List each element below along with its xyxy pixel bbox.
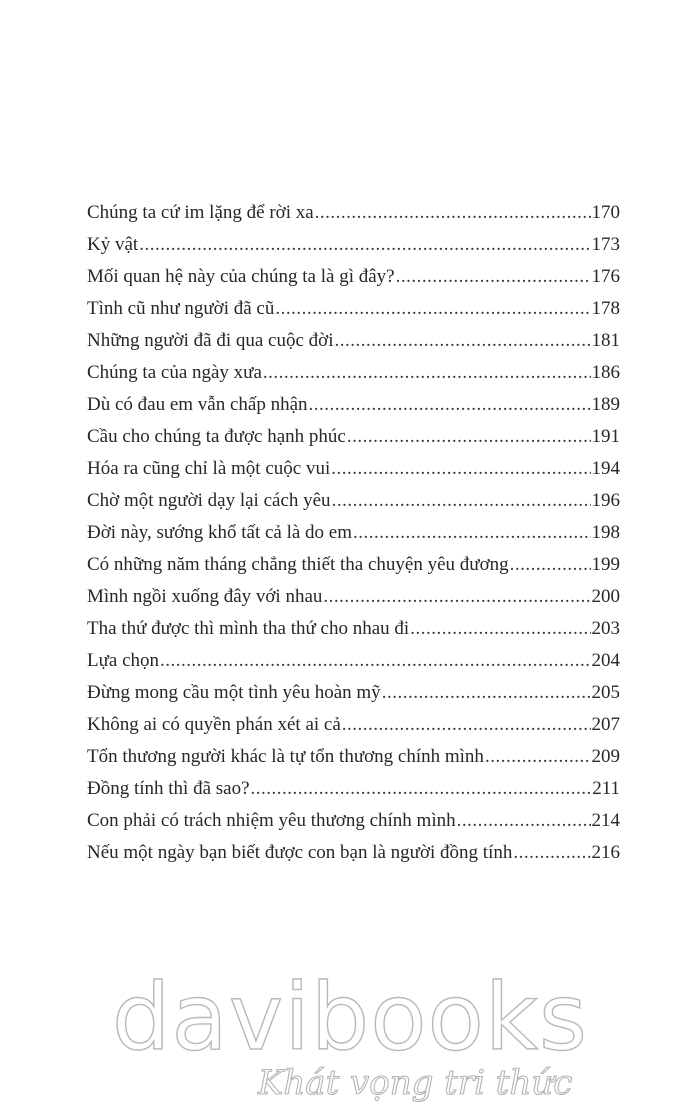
toc-entry xyxy=(87,453,620,485)
toc-entry xyxy=(87,197,620,229)
toc-entry-title: Mối quan hệ này của chúng ta là gì đây? xyxy=(87,266,395,287)
toc-entry-page: 191 xyxy=(591,426,620,447)
toc-entry-title: Mình ngồi xuống đây với nhau xyxy=(87,586,323,607)
toc-entry-page: 186 xyxy=(591,362,620,383)
toc-entry xyxy=(87,325,620,357)
toc-entry xyxy=(87,549,620,581)
watermark-logo xyxy=(0,964,700,1071)
toc-entry-title: Chúng ta cứ im lặng để rời xa xyxy=(87,202,314,223)
toc-entry-page: 189 xyxy=(591,394,620,415)
toc-entry-page: 194 xyxy=(591,458,620,479)
toc-entry-page: 181 xyxy=(591,330,620,351)
toc-dot-leader xyxy=(485,741,591,773)
toc-entry-title: Cầu cho chúng ta được hạnh phúc xyxy=(87,426,346,447)
toc-dot-leader xyxy=(410,613,590,645)
toc-entry xyxy=(87,837,620,869)
toc-entry-page: 173 xyxy=(591,234,620,255)
toc-entry-page: 205 xyxy=(591,682,620,703)
toc-entry-title: Chờ một người dạy lại cách yêu xyxy=(87,490,331,511)
toc-dot-leader xyxy=(139,229,590,261)
toc-entry xyxy=(87,293,620,325)
toc-entry xyxy=(87,645,620,677)
toc-dot-leader xyxy=(334,325,590,357)
toc-dot-leader xyxy=(160,645,590,677)
toc-entry-title: Nếu một ngày bạn biết được con bạn là người đồng tính xyxy=(87,842,513,863)
toc-entry xyxy=(87,741,620,773)
toc-entry-title: Đời này, sướng khổ tất cả là do em xyxy=(87,522,353,543)
toc-dot-leader xyxy=(309,389,591,421)
toc-entry-page: 211 xyxy=(592,778,620,799)
toc-entry xyxy=(87,709,620,741)
toc-dot-leader xyxy=(513,837,590,869)
toc-entry xyxy=(87,389,620,421)
table-of-contents xyxy=(87,197,620,869)
toc-entry xyxy=(87,485,620,517)
toc-entry-title: Chúng ta của ngày xưa xyxy=(87,362,262,383)
toc-entry-page: 216 xyxy=(591,842,620,863)
toc-entry xyxy=(87,261,620,293)
toc-entry-page: 203 xyxy=(591,618,620,639)
toc-entry xyxy=(87,805,620,837)
toc-entry-title: Tổn thương người khác là tự tổn thương chính mình xyxy=(87,746,484,767)
toc-dot-leader xyxy=(347,421,591,453)
toc-entry xyxy=(87,229,620,261)
toc-entry-page: 170 xyxy=(591,202,620,223)
toc-entry-title: Dù có đau em vẫn chấp nhận xyxy=(87,394,308,415)
toc-entry-page: 196 xyxy=(591,490,620,511)
toc-entry-title: Đừng mong cầu một tình yêu hoàn mỹ xyxy=(87,682,381,703)
toc-entry-page: 200 xyxy=(591,586,620,607)
toc-entry-title: Hóa ra cũng chỉ là một cuộc vui xyxy=(87,458,331,479)
toc-entry-page: 176 xyxy=(591,266,620,287)
toc-entry-title: Có những năm tháng chẳng thiết tha chuyện yêu đương xyxy=(87,554,509,575)
toc-entry-title: Không ai có quyền phán xét ai cả xyxy=(87,714,341,735)
toc-entry xyxy=(87,517,620,549)
toc-entry-title: Đồng tính thì đã sao? xyxy=(87,778,250,799)
toc-entry-page: 209 xyxy=(591,746,620,767)
toc-dot-leader xyxy=(342,709,591,741)
toc-entry-title: Những người đã đi qua cuộc đời xyxy=(87,330,334,351)
toc-entry xyxy=(87,581,620,613)
toc-entry-title: Con phải có trách nhiệm yêu thương chính mình xyxy=(87,810,456,831)
toc-dot-leader xyxy=(275,293,590,325)
toc-entry-page: 198 xyxy=(591,522,620,543)
toc-dot-leader xyxy=(396,261,591,293)
toc-entry xyxy=(87,421,620,453)
toc-dot-leader xyxy=(331,453,590,485)
toc-entry-title: Lựa chọn xyxy=(87,650,160,671)
toc-entry xyxy=(87,773,620,805)
toc-entry xyxy=(87,613,620,645)
watermark-tagline: Khát vọng tri thức xyxy=(258,1063,573,1103)
toc-dot-leader xyxy=(510,549,591,581)
toc-dot-leader xyxy=(457,805,591,837)
toc-dot-leader xyxy=(353,517,590,549)
toc-entry-title: Tha thứ được thì mình tha thứ cho nhau đi xyxy=(87,618,410,639)
toc-dot-leader xyxy=(382,677,591,709)
toc-entry-page: 214 xyxy=(591,810,620,831)
toc-dot-leader xyxy=(323,581,590,613)
toc-entry-title: Kỷ vật xyxy=(87,234,139,255)
watermark-brand: davibooks xyxy=(112,964,588,1071)
toc-entry-page: 178 xyxy=(591,298,620,319)
toc-dot-leader xyxy=(315,197,591,229)
toc-dot-leader xyxy=(263,357,591,389)
toc-dot-leader xyxy=(332,485,591,517)
toc-entry xyxy=(87,677,620,709)
toc-entry-title: Tình cũ như người đã cũ xyxy=(87,298,275,319)
toc-entry xyxy=(87,357,620,389)
toc-entry-page: 207 xyxy=(591,714,620,735)
toc-entry-page: 199 xyxy=(591,554,620,575)
toc-dot-leader xyxy=(251,773,592,805)
toc-entry-page: 204 xyxy=(591,650,620,671)
